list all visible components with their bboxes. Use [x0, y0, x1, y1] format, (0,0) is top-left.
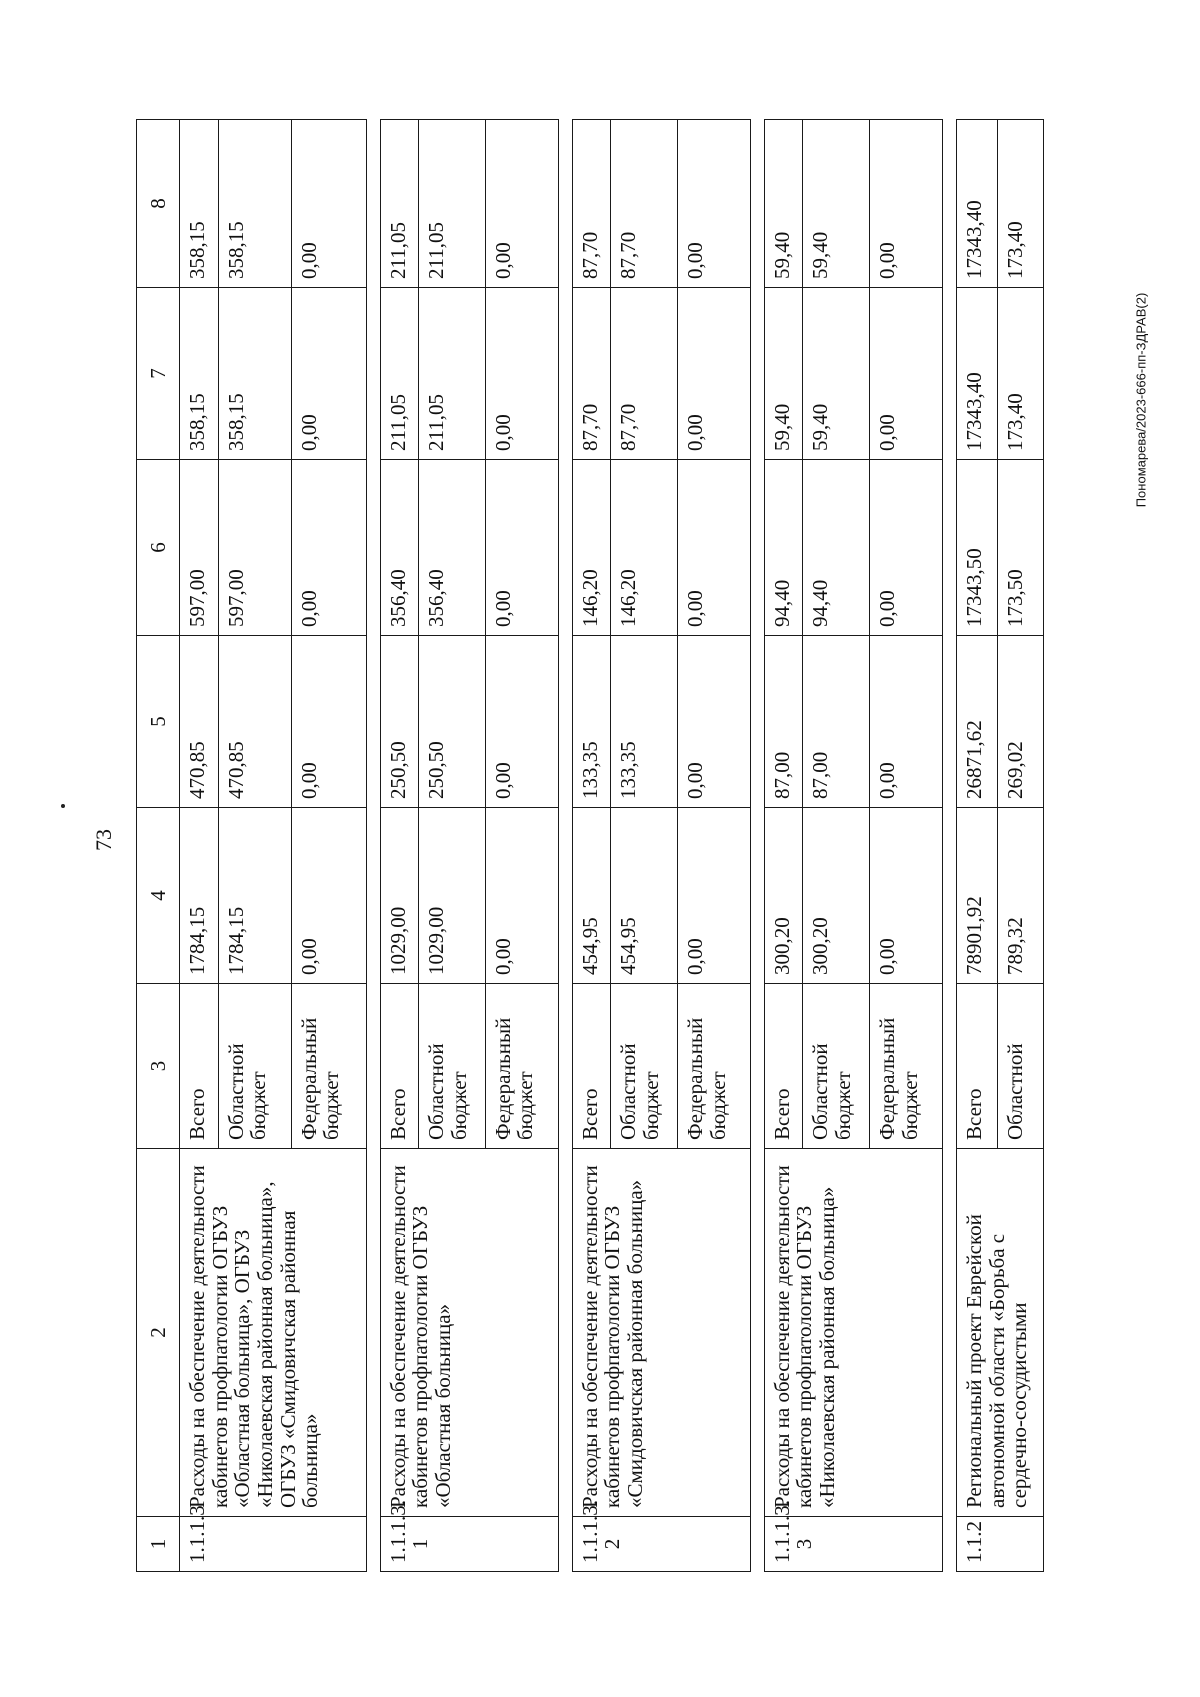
value-cell: 211,05: [419, 288, 486, 460]
value-cell: 146,20: [611, 460, 678, 636]
value-cell: 59,40: [803, 120, 870, 288]
value-cell: 94,40: [764, 460, 803, 636]
value-cell: 300,20: [803, 808, 870, 984]
item-name: Расходы на обеспечение деятельности кабинетов профпатологии ОГБУЗ «Смидовичская районная больница»: [572, 1149, 750, 1517]
value-cell: 356,40: [380, 460, 419, 636]
funding-source: Областной бюджет: [803, 984, 870, 1149]
value-cell: 0,00: [677, 288, 750, 460]
value-cell: 300,20: [764, 808, 803, 984]
value-cell: 269,02: [998, 636, 1044, 808]
item-code: 1.1.1.3. 1: [380, 1517, 558, 1572]
value-cell: 470,85: [218, 636, 291, 808]
funding-source: Всего: [180, 984, 219, 1149]
value-cell: 597,00: [218, 460, 291, 636]
value-cell: 0,00: [869, 808, 942, 984]
document-code: Пономарева/2023-666-пп-ЗДРАВ(2): [1133, 292, 1149, 508]
value-cell: 0,00: [291, 460, 366, 636]
value-cell: 0,00: [485, 808, 558, 984]
value-cell: 17343,40: [956, 120, 997, 288]
value-cell: 454,95: [611, 808, 678, 984]
rotated-table-container: [136, 120, 1044, 1572]
value-cell: 1029,00: [380, 808, 419, 984]
funding-source: Областной бюджет: [218, 984, 291, 1149]
value-cell: 146,20: [572, 460, 611, 636]
funding-source: Федеральный бюджет: [677, 984, 750, 1149]
value-cell: 454,95: [572, 808, 611, 984]
value-cell: 1029,00: [419, 808, 486, 984]
value-cell: 173,50: [998, 460, 1044, 636]
item-name: Региональный проект Еврейской автономной области «Борьба с сердечно-сосудистыми: [956, 1149, 1043, 1517]
value-cell: 87,70: [572, 288, 611, 460]
value-cell: 59,40: [803, 288, 870, 460]
funding-source: Федеральный бюджет: [485, 984, 558, 1149]
value-cell: 358,15: [218, 288, 291, 460]
value-cell: 358,15: [218, 120, 291, 288]
funding-source: Областной: [998, 984, 1044, 1149]
value-cell: 358,15: [180, 288, 219, 460]
column-header: 5: [137, 636, 180, 808]
value-cell: 0,00: [869, 636, 942, 808]
column-number-row: [137, 120, 180, 1572]
scan-speck: [61, 804, 65, 808]
value-cell: 211,05: [380, 120, 419, 288]
funding-source: Всего: [956, 984, 997, 1149]
value-cell: 0,00: [677, 808, 750, 984]
value-cell: 0,00: [291, 288, 366, 460]
table-row: [956, 120, 997, 1572]
value-cell: 87,70: [611, 120, 678, 288]
column-header: 4: [137, 808, 180, 984]
value-cell: 26871,62: [956, 636, 997, 808]
value-cell: 250,50: [380, 636, 419, 808]
value-cell: 17343,40: [956, 288, 997, 460]
value-cell: 87,00: [803, 636, 870, 808]
value-cell: 173,40: [998, 120, 1044, 288]
item-code: 1.1.1.3. 2: [572, 1517, 750, 1572]
funding-source: Федеральный бюджет: [291, 984, 366, 1149]
column-header: 2: [137, 1149, 180, 1517]
value-cell: 0,00: [677, 636, 750, 808]
value-cell: 0,00: [291, 808, 366, 984]
value-cell: 0,00: [869, 120, 942, 288]
funding-source: Всего: [572, 984, 611, 1149]
column-header: 6: [137, 460, 180, 636]
value-cell: 0,00: [485, 288, 558, 460]
value-cell: 94,40: [803, 460, 870, 636]
value-cell: 0,00: [291, 120, 366, 288]
value-cell: 133,35: [611, 636, 678, 808]
item-code: 1.1.1.3. 3: [764, 1517, 942, 1572]
value-cell: 133,35: [572, 636, 611, 808]
value-cell: 87,00: [764, 636, 803, 808]
column-header: 7: [137, 288, 180, 460]
value-cell: 0,00: [485, 460, 558, 636]
value-cell: 0,00: [869, 460, 942, 636]
table-row: [380, 120, 419, 1572]
column-header: 8: [137, 120, 180, 288]
item-code: 1.1.1.3: [180, 1517, 367, 1572]
value-cell: 0,00: [677, 120, 750, 288]
table-row: [180, 120, 219, 1572]
funding-source: Федеральный бюджет: [869, 984, 942, 1149]
value-cell: 211,05: [380, 288, 419, 460]
table-row: [572, 120, 611, 1572]
value-cell: 470,85: [180, 636, 219, 808]
value-cell: 356,40: [419, 460, 486, 636]
funding-source: Областной бюджет: [419, 984, 486, 1149]
item-name: Расходы на обеспечение деятельности кабинетов профпатологии ОГБУЗ «Николаевская районная больница»: [764, 1149, 942, 1517]
funding-source: Всего: [764, 984, 803, 1149]
value-cell: 1784,15: [180, 808, 219, 984]
column-header: 3: [137, 984, 180, 1149]
value-cell: 597,00: [180, 460, 219, 636]
value-cell: 78901,92: [956, 808, 997, 984]
item-name: Расходы на обеспечение деятельности кабинетов профпатологии ОГБУЗ «Областная больница», ОГБУЗ «Николаевская районная больница», ОГБУЗ «Смидовичская районная больница»: [180, 1149, 367, 1517]
value-cell: 358,15: [180, 120, 219, 288]
value-cell: 250,50: [419, 636, 486, 808]
value-cell: 59,40: [764, 120, 803, 288]
table-row: [764, 120, 803, 1572]
value-cell: 87,70: [611, 288, 678, 460]
value-cell: 0,00: [291, 636, 366, 808]
budget-table: [136, 119, 1044, 1572]
value-cell: 17343,50: [956, 460, 997, 636]
item-code: 1.1.2: [956, 1517, 1043, 1572]
value-cell: 211,05: [419, 120, 486, 288]
page-number: 73: [91, 829, 116, 851]
value-cell: 87,70: [572, 120, 611, 288]
value-cell: 0,00: [677, 460, 750, 636]
value-cell: 0,00: [485, 636, 558, 808]
value-cell: 173,40: [998, 288, 1044, 460]
funding-source: Областной бюджет: [611, 984, 678, 1149]
value-cell: 59,40: [764, 288, 803, 460]
value-cell: 0,00: [869, 288, 942, 460]
value-cell: 0,00: [485, 120, 558, 288]
value-cell: 1784,15: [218, 808, 291, 984]
value-cell: 789,32: [998, 808, 1044, 984]
funding-source: Всего: [380, 984, 419, 1149]
item-name: Расходы на обеспечение деятельности кабинетов профпатологии ОГБУЗ «Областная больница»: [380, 1149, 558, 1517]
column-header: 1: [137, 1517, 180, 1572]
